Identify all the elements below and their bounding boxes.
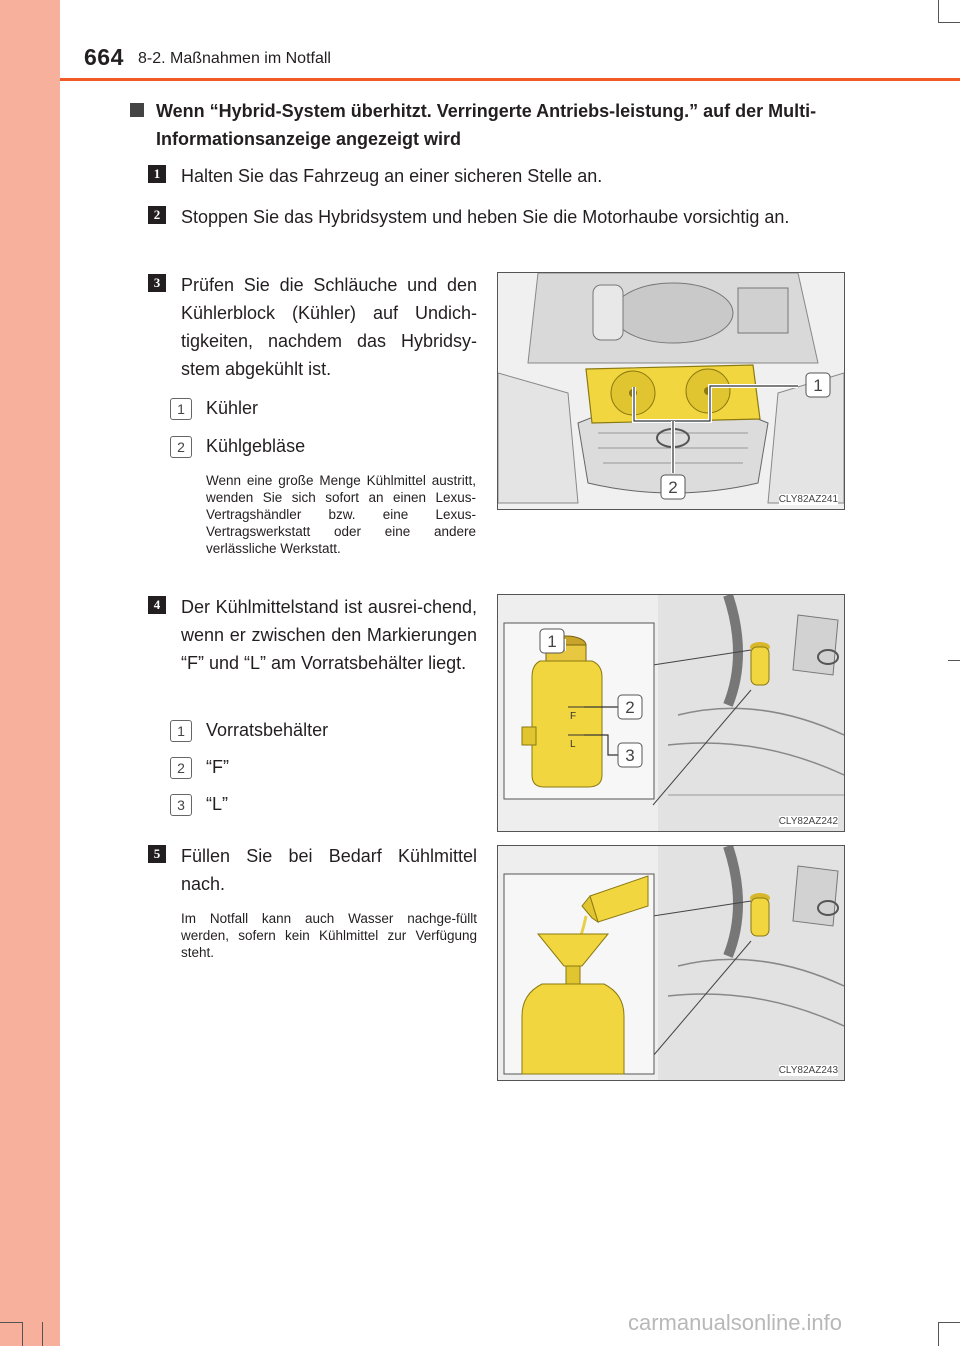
callout-2: 2 [625, 698, 635, 717]
section-heading-text: Wenn “Hybrid-System überhitzt. Verringerte Antriebs-leistung.” auf der Multi-Informationsanzeige angezeigt wird [156, 101, 817, 149]
refill-figure [497, 845, 845, 1081]
legend-label: Vorratsbehälter [206, 720, 329, 740]
tank-mark-l: L [570, 739, 576, 750]
step-number: 1 [148, 165, 166, 183]
legend-label: “F” [206, 757, 229, 777]
legend-number: 1 [170, 398, 192, 420]
legend-label: Kühlgebläse [206, 436, 306, 456]
step-number: 5 [148, 845, 166, 863]
callout-2: 2 [668, 478, 678, 497]
crop-mark [938, 1322, 960, 1323]
crop-mark [948, 660, 960, 661]
step-text: Prüfen Sie die Schläuche und den Kühlerblock (Kühler) auf Undich-tigkeiten, nachdem das Hybridsy-stem abgekühlt ist. [181, 275, 477, 379]
step-text: Halten Sie das Fahrzeug an einer sicheren Stelle an. [181, 166, 603, 186]
step-text: Füllen Sie bei Bedarf Kühlmittel nach. [181, 846, 477, 894]
legend-number: 1 [170, 720, 192, 742]
engine-bay-illustration [498, 273, 844, 509]
note-text: Im Notfall kann auch Wasser nachge-füllt werden, sofern kein Kühlmittel zur Verfügung steht. [181, 911, 477, 960]
reservoir-illustration [498, 595, 844, 831]
step-number: 4 [148, 596, 166, 614]
step-number: 2 [148, 206, 166, 224]
legend-label: Kühler [206, 398, 259, 418]
callout-3: 3 [625, 746, 635, 765]
page-side-tab [0, 0, 60, 1346]
tank-mark-f: F [570, 711, 577, 722]
step-number: 3 [148, 274, 166, 292]
crop-mark [938, 1322, 939, 1346]
figure-code: CLY82AZ242 [778, 816, 838, 827]
legend-number: 2 [170, 757, 192, 779]
crop-mark [0, 1322, 22, 1323]
figure-code: CLY82AZ243 [778, 1065, 838, 1076]
crop-mark [938, 0, 939, 22]
note-text: Wenn eine große Menge Kühlmittel austritt, wenden Sie sich sofort an einen Lexus-Vertragshändler bzw. eine Lexus-Vertragswerkstatt oder eine andere verlässliche Werkstatt. [206, 473, 476, 556]
crop-mark [22, 1322, 23, 1346]
section-heading [130, 97, 840, 153]
crop-mark [938, 22, 960, 23]
step-text: Der Kühlmittelstand ist ausrei-chend, wenn er zwischen den Markierungen “F” und “L” am Vorratsbehälter liegt. [181, 597, 477, 673]
page-number: 664 [84, 44, 124, 70]
refill-illustration [498, 846, 844, 1080]
step-text: Stoppen Sie das Hybridsystem und heben Sie die Motorhaube vorsichtig an. [181, 207, 790, 227]
callout-1: 1 [547, 632, 557, 651]
crop-mark [42, 1322, 43, 1346]
figure-code: CLY82AZ241 [778, 494, 838, 505]
callout-1: 1 [813, 376, 823, 395]
bullet-square-icon [130, 103, 144, 117]
reservoir-figure [497, 594, 845, 832]
watermark: carmanualsonline.info [628, 1310, 843, 1335]
chapter-title: 8-2. Maßnahmen im Notfall [138, 50, 331, 67]
legend-number: 3 [170, 794, 192, 816]
header-rule [60, 78, 960, 81]
legend-label: “L” [206, 794, 228, 814]
radiator-figure [497, 272, 845, 510]
legend-number: 2 [170, 436, 192, 458]
